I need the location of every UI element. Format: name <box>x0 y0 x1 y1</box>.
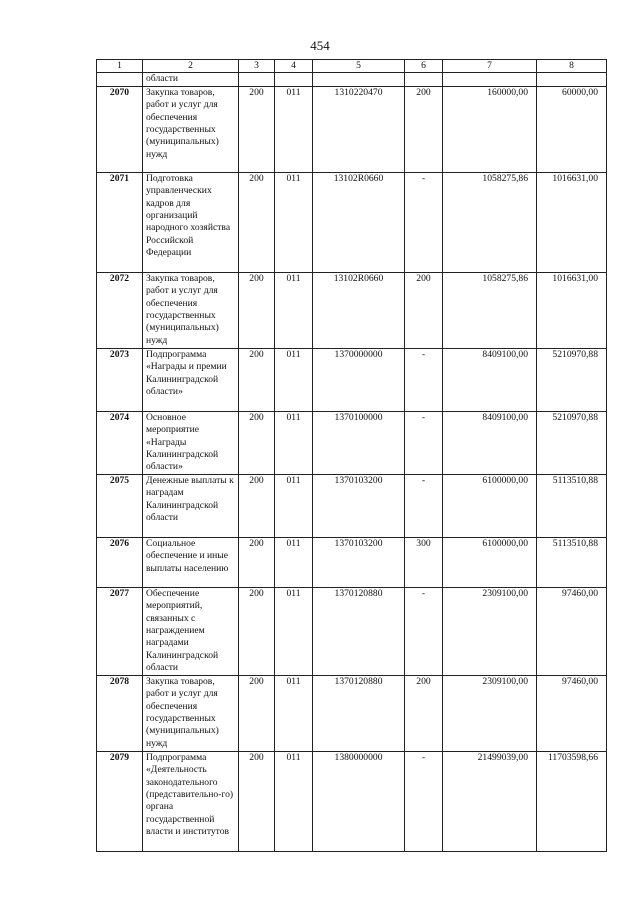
cell-c7: 2309100,00 <box>443 587 537 675</box>
row-name: Денежные выплаты к наградам Калининградской области <box>143 474 239 537</box>
row-number: 2073 <box>97 348 143 411</box>
cell-c5: 13102R0660 <box>313 172 405 272</box>
header-row <box>97 60 607 73</box>
cell-c7: 1058275,86 <box>443 172 537 272</box>
cell-c5: 1380000000 <box>313 751 405 851</box>
table-row <box>97 537 607 587</box>
col-header: 2 <box>143 60 239 73</box>
cell-c6: 200 <box>405 272 443 348</box>
cell-c4: 011 <box>275 86 313 172</box>
cell-c8: 5113510,88 <box>537 537 607 587</box>
table-row <box>97 348 607 411</box>
row-name: Основное мероприятие «Награды Калининградской области» <box>143 411 239 474</box>
cell-c5: 13102R0660 <box>313 272 405 348</box>
cell-c3: 200 <box>239 86 275 172</box>
cell-c4: 011 <box>275 272 313 348</box>
cell-c7: 2309100,00 <box>443 675 537 751</box>
cell-c3: 200 <box>239 272 275 348</box>
table-row <box>97 675 607 751</box>
row-number: 2079 <box>97 751 143 851</box>
col-header: 5 <box>313 60 405 73</box>
cell-c8: 5210970,88 <box>537 411 607 474</box>
cell-c4: 011 <box>275 751 313 851</box>
cell-c5: 1310220470 <box>313 86 405 172</box>
row-name: Подпрограмма «Награды и премии Калининградской области» <box>143 348 239 411</box>
cell-c8: 1016631,00 <box>537 172 607 272</box>
cell-c6: 200 <box>405 86 443 172</box>
page-number: 454 <box>310 38 330 53</box>
cell-c3: 200 <box>239 751 275 851</box>
table-row <box>97 587 607 675</box>
row-name: Социальное обеспечение и иные выплаты населению <box>143 537 239 587</box>
row-number: 2076 <box>97 537 143 587</box>
cell-c6: - <box>405 751 443 851</box>
cell-c7: 21499039,00 <box>443 751 537 851</box>
col-header: 6 <box>405 60 443 73</box>
row-number: 2077 <box>97 587 143 675</box>
cell-c3: 200 <box>239 474 275 537</box>
row-number: 2070 <box>97 86 143 172</box>
table-row <box>97 411 607 474</box>
cell-c8: 60000,00 <box>537 86 607 172</box>
cell-c3: 200 <box>239 411 275 474</box>
col-header: 8 <box>537 60 607 73</box>
row-name: Закупка товаров, работ и услуг для обеспечения государственных (муниципальных) нужд <box>143 86 239 172</box>
col-header: 7 <box>443 60 537 73</box>
cell-c8: 97460,00 <box>537 587 607 675</box>
col-header: 4 <box>275 60 313 73</box>
continuation-row <box>97 73 607 86</box>
row-name: Обеспечение мероприятий, связанных с награждением наградами Калининградской области <box>143 587 239 675</box>
table-row <box>97 172 607 272</box>
cell-c3: 200 <box>239 537 275 587</box>
cell-c4: 011 <box>275 537 313 587</box>
cell-c8: 11703598,66 <box>537 751 607 851</box>
cell-c8: 1016631,00 <box>537 272 607 348</box>
cell-c6: - <box>405 411 443 474</box>
table-row <box>97 751 607 851</box>
cell-c4: 011 <box>275 172 313 272</box>
col-header: 3 <box>239 60 275 73</box>
row-number: 2074 <box>97 411 143 474</box>
cell-c7: 160000,00 <box>443 86 537 172</box>
row-name: Подпрограмма «Деятельность законодательного (представительно-го) органа государственной власти и институтов <box>143 751 239 851</box>
continuation-text: области <box>143 73 239 86</box>
cell-c8: 5210970,88 <box>537 348 607 411</box>
cell-c6: - <box>405 587 443 675</box>
cell-c3: 200 <box>239 587 275 675</box>
cell-c6: - <box>405 172 443 272</box>
cell-c5: 1370120880 <box>313 675 405 751</box>
row-number: 2075 <box>97 474 143 537</box>
cell-c6: - <box>405 474 443 537</box>
cell-c3: 200 <box>239 172 275 272</box>
cell-c5: 1370100000 <box>313 411 405 474</box>
cell-c5: 1370103200 <box>313 474 405 537</box>
cell-c3: 200 <box>239 348 275 411</box>
cell-c8: 97460,00 <box>537 675 607 751</box>
row-name: Подготовка управленческих кадров для организаций народного хозяйства Российской Федерации <box>143 172 239 272</box>
cell-c6: - <box>405 348 443 411</box>
col-header: 1 <box>97 60 143 73</box>
row-name: Закупка товаров, работ и услуг для обеспечения государственных (муниципальных) нужд <box>143 272 239 348</box>
cell-c5: 1370120880 <box>313 587 405 675</box>
cell-c8: 5113510,88 <box>537 474 607 537</box>
cell-c7: 1058275,86 <box>443 272 537 348</box>
table-row <box>97 272 607 348</box>
row-name: Закупка товаров, работ и услуг для обеспечения государственных (муниципальных) нужд <box>143 675 239 751</box>
cell-c4: 011 <box>275 348 313 411</box>
cell-c4: 011 <box>275 675 313 751</box>
cell-c7: 6100000,00 <box>443 474 537 537</box>
row-number: 2072 <box>97 272 143 348</box>
cell-c5: 1370103200 <box>313 537 405 587</box>
row-number: 2078 <box>97 675 143 751</box>
table-row <box>97 86 607 172</box>
cell-c6: 200 <box>405 675 443 751</box>
cell-c4: 011 <box>275 587 313 675</box>
row-number: 2071 <box>97 172 143 272</box>
cell-c4: 011 <box>275 411 313 474</box>
table-row <box>97 474 607 537</box>
cell-c3: 200 <box>239 675 275 751</box>
cell-c7: 6100000,00 <box>443 537 537 587</box>
budget-table <box>96 59 607 852</box>
cell-c7: 8409100,00 <box>443 348 537 411</box>
cell-c5: 1370000000 <box>313 348 405 411</box>
cell-c7: 8409100,00 <box>443 411 537 474</box>
cell-c6: 300 <box>405 537 443 587</box>
cell-c4: 011 <box>275 474 313 537</box>
